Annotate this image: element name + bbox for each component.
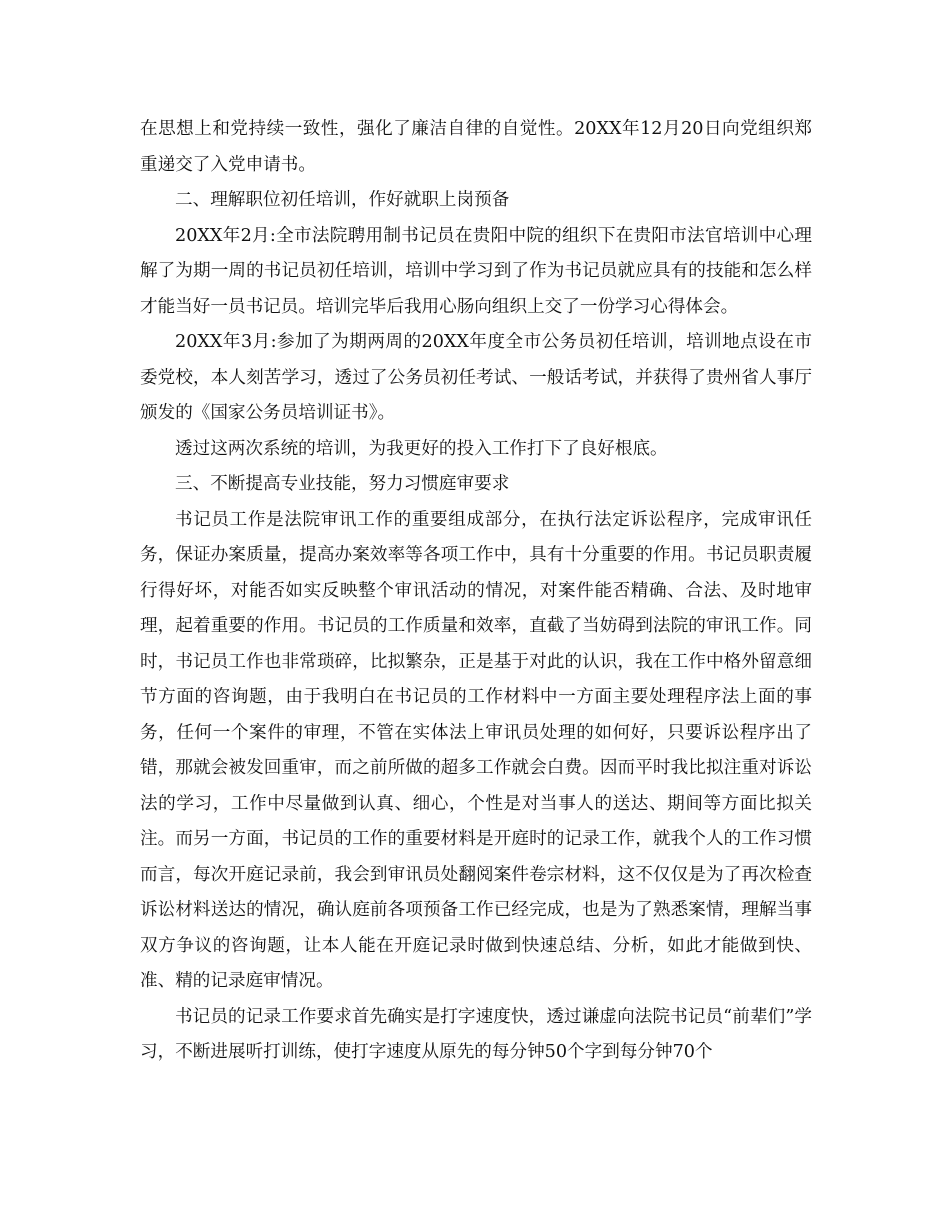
section-heading-initial-training: 二、理解职位初任培训，作好就职上岗预备 (175, 190, 510, 210)
paragraph-clerk-duties: 书记员工作是法院审讯工作的重要组成部分，在执行法定诉讼程序，完成审讯任务，保证办案质量，提高办案效率等各项工作中，具有十分重要的作用。书记员职责履行得好坏，对能否如实反映整个审讯活动的情况，对案件能否精确、合法、及时地审理，起着重要的作用。书记员的工作质量和效率，直截了当妨碍到法院的审讯工作。同时，书记员工作也非常琐碎，比拟繁杂，正是基于对此的认识，我在工作中格外留意细节方面的咨询题，由于我明白在书记员的工作材料中一方面主要处理程序法上面的事务，任何一个案件的审理，不管在实体法上审讯员处理的如何好，只要诉讼程序出了错，那就会被发回重审，而之前所做的超多工作就会白费。因而平时我比拟注重对诉讼法的学习，工作中尽量做到认真、细心，个性是对当事人的送达、期间等方面比拟关注。而另一方面，书记员的工作的重要材料是开庭时的记录工作，就我个人的工作习惯而言，每次开庭记录前，我会到审讯员处翻阅案件卷宗材料，这不仅仅是为了再次检查诉讼材料送达的情况，确认庭前各项预备工作已经完成，也是为了熟悉案情，理解当事双方争议的咨询题，让本人能在开庭记录时做到快速总结、分析，如此才能做到快、准、精的记录庭审情况。 (140, 509, 812, 991)
paragraph-civil-servant-training: 20XX年3月:参加了为期两周的20XX年度全市公务员初任培训，培训地点设在市委党校，本人刻苦学习，透过了公务员初任考试、一般话考试，并获得了贵州省人事厅颁发的《国家公务员培训证书》。 (140, 332, 812, 423)
paragraph-party-application: 在思想上和党持续一致性，强化了廉洁自律的自觉性。20XX年12月20日向党组织郑重递交了入党申请书。 (140, 119, 812, 175)
paragraph-clerk-training: 20XX年2月:全市法院聘用制书记员在贵阳中院的组织下在贵阳市法官培训中心理解了为期一周的书记员初任培训，培训中学习到了作为书记员就应具有的技能和怎么样才能当好一员书记员。培训完毕后我用心肠向组织上交了一份学习心得体会。 (140, 225, 813, 317)
paragraph-typing-speed: 书记员的记录工作要求首先确实是打字速度快，透过谦虚向法院书记员“前辈们”学习，不断进展听打训练，使打字速度从原先的每分钟50个字到每分钟70个 (140, 1006, 812, 1062)
paragraph-training-summary: 透过这两次系统的培训，为我更好的投入工作打下了良好根底。 (175, 438, 668, 459)
section-heading-professional-skills: 三、不断提高专业技能，努力习惯庭审要求 (175, 474, 510, 494)
document-page (140, 112, 812, 1071)
